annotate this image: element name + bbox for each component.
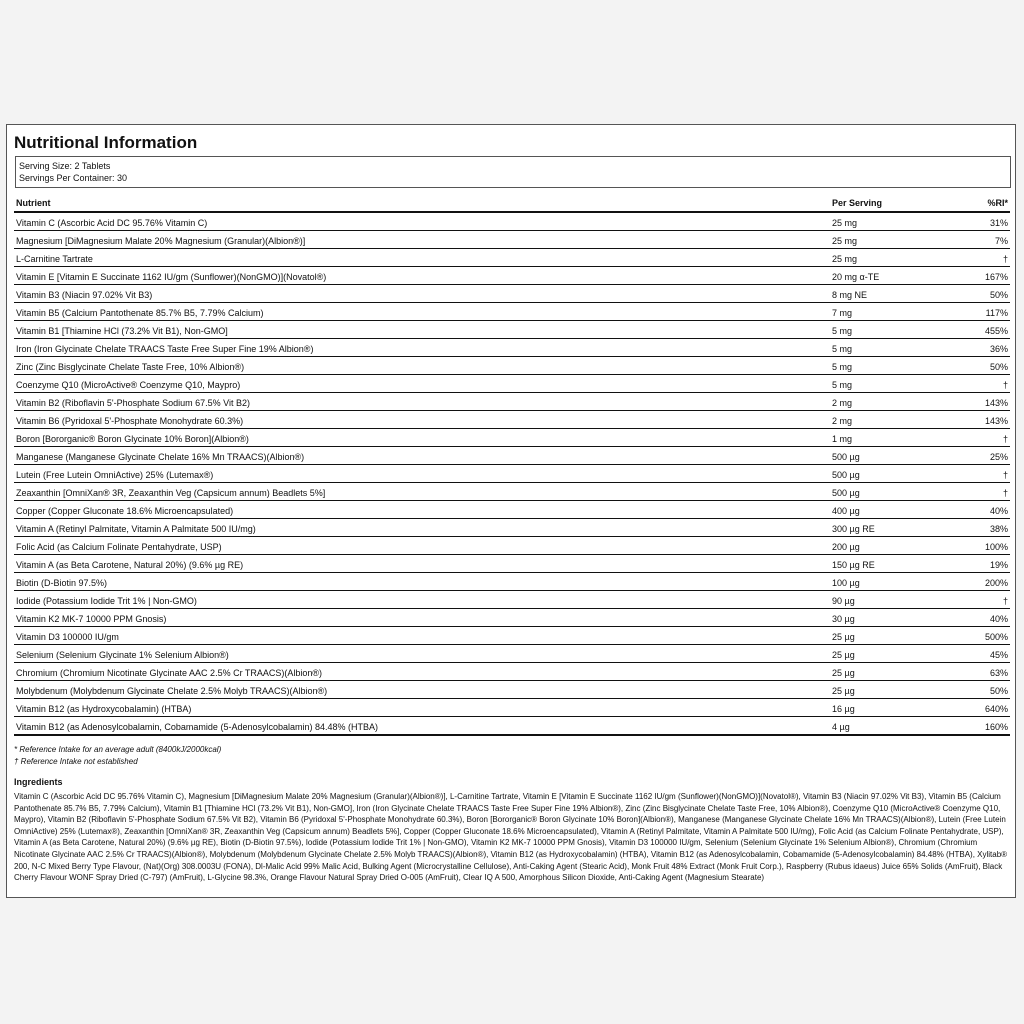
per-serving-value: 25 mg	[832, 218, 858, 228]
table-row	[14, 411, 1010, 429]
nutrient-name: Vitamin B12 (as Adenosylcobalamin, Cobamamide (5-Adenosylcobalamin) 84.48% (HTBA)	[16, 722, 379, 732]
ri-value: 143%	[984, 398, 1008, 408]
per-serving-value: 1 mg	[832, 434, 853, 444]
table-row	[14, 483, 1010, 501]
per-serving-value: 8 mg NE	[832, 290, 868, 300]
nutrient-name: Vitamin K2 MK-7 10000 PPM Gnosis)	[16, 614, 167, 624]
ri-value: 63%	[989, 668, 1008, 678]
table-row	[14, 249, 1010, 267]
per-serving-value: 500 µg	[832, 452, 860, 462]
table-row	[14, 303, 1010, 321]
table-row	[14, 213, 1010, 231]
per-serving-value: 30 µg	[832, 614, 855, 624]
ri-value: 143%	[984, 416, 1008, 426]
per-serving-value: 5 mg	[832, 362, 853, 372]
ri-value: 45%	[989, 650, 1008, 660]
table-row	[14, 519, 1010, 537]
footnote-dagger: † Reference Intake not established	[14, 757, 138, 766]
table-row	[14, 645, 1010, 663]
header-nutrient: Nutrient	[16, 198, 51, 208]
per-serving-value: 4 µg	[832, 722, 850, 732]
ri-value: 36%	[989, 344, 1008, 354]
per-serving-value: 16 µg	[832, 704, 855, 714]
nutrient-name: Biotin (D-Biotin 97.5%)	[16, 578, 108, 588]
nutrient-name: Vitamin C (Ascorbic Acid DC 95.76% Vitamin C)	[16, 218, 208, 228]
per-serving-value: 200 µg	[832, 542, 860, 552]
ri-value: †	[1002, 380, 1008, 390]
nutrient-name: Vitamin B3 (Niacin 97.02% Vit B3)	[16, 290, 153, 300]
nutrient-name: Vitamin A (Retinyl Palmitate, Vitamin A Palmitate 500 IU/mg)	[16, 524, 256, 534]
ri-value: †	[1002, 596, 1008, 606]
nutrient-name: Vitamin B1 [Thiamine HCl (73.2% Vit B1), Non-GMO]	[16, 326, 228, 336]
table-row	[14, 465, 1010, 483]
per-serving-value: 500 µg	[832, 470, 860, 480]
table-row	[14, 573, 1010, 591]
ri-value: †	[1002, 488, 1008, 498]
per-serving-value: 5 mg	[832, 326, 853, 336]
ingredients-text: Vitamin C (Ascorbic Acid DC 95.76% Vitamin C), Magnesium [DiMagnesium Malate 20% Magnesium (Granular)(Albion®)], L-Carnitine Tartrate, Vitamin E [Vitamin E Succinate 1162 IU/gm (Sunflower)(NonGMO)](Novatol®), Vitamin B3 (Niacin 97.02% Vit B3), Vitamin B5 (Calcium Pantothenate 85.7% B5, 7.79% Calcium), Vitamin B1 [Thiamine HCl (73.2% Vit B1), Non-GMO], Iron (Iron Glycinate Chelate TRAACS Taste Free Super Fine 19% Albion®), Zinc (Zinc Bisglycinate Chelate Taste Free, 10% Albion®), Coenzyme Q10 (MicroActive® Coenzyme Q10, Maypro), Vitamin B2 (Riboflavin 5'-Phosphate Sodium 67.5% Vit B2), Vitamin B6 (Pyridoxal 5'-Phosphate Monohydrate 60.3%), Boron [Bororganic® Boron Glycinate 10% Boron](Albion®), Manganese (Manganese Glycinate Chelate 16% Mn TRAACS)(Albion®), Lutein (Free Lutein OmniActive) 25% (Lutemax®), Zeaxanthin [OmniXan® 3R, Zeaxanthin Veg (Capsicum annum) Beadlets 5%], Copper (Copper Gluconate 18.6% Microencapsulated), Vitamin A (Retinyl Palmitate, Vitamin A Palmitate 500 IU/mg), Folic Acid (as Calcium Folinate Pentahydrate, USP), Vitamin A (as Beta Carotene, Natural 20%) (9.6% µg RE), Biotin (D-Biotin 97.5%), Iodide (Potassium Iodide Trit 1% | Non-GMO), Vitamin K2 MK-7 10000 PPM Gnosis), Vitamin D3 100000 IU/gm, Selenium (Selenium Glycinate 1% Selenium Albion®), Chromium (Chromium Nicotinate Glycinate AAC 2.5% Cr TRAACS)(Albion®), Molybdenum (Molybdenum Glycinate Chelate 2.5% Molyb TRAACS)(Albion®), Vitamin B12 (as Hydroxycobalamin) (HTBA), Vitamin B12 (as Adenosylcobalamin, Cobamamide (5-Adenosylcobalamin) 84.48% (HTBA), Xylitab® 200, N-C Mixed Berry Type Flavour, (Nat)(Org) 308.0003U (FONA), Dl-Malic Acid 99% Malic Acid, Bulking Agent (Microcrystalline Cellulose), Anti-Caking Agent (Stearic Acid), Monk Fruit 48% Extract (Monk Fruit Corp.), Raspberry (Rubus idaeus) Juice 65% Solids (AmFruit), Black Cherry Flavour WONF Spray Dried (C-797) (AmFruit), L-Glycine 98.3%, Orange Flavour Natural Spray Dried O-005 (AmFruit), Clear IQ A 500, Amorphous Silicon Dioxide, Anti-Caking Agent (Magnesium Stearate)	[14, 792, 1008, 883]
table-row	[14, 429, 1010, 447]
table-row	[14, 591, 1010, 609]
header-ri: %RI*	[987, 198, 1008, 208]
table-row	[14, 627, 1010, 645]
ri-value: †	[1002, 470, 1008, 480]
ri-value: 25%	[989, 452, 1008, 462]
page-title: Nutritional Information	[14, 133, 198, 152]
ri-value: 50%	[989, 686, 1008, 696]
ri-value: 117%	[985, 308, 1008, 318]
nutrient-name: Molybdenum (Molybdenum Glycinate Chelate 2.5% Molyb TRAACS)(Albion®)	[16, 686, 328, 696]
per-serving-value: 400 µg	[832, 506, 860, 516]
table-row	[14, 231, 1010, 249]
ri-value: 31%	[989, 218, 1008, 228]
nutrient-name: Vitamin E [Vitamin E Succinate 1162 IU/gm (Sunflower)(NonGMO)](Novatol®)	[16, 272, 327, 282]
table-row	[14, 663, 1010, 681]
per-serving-value: 500 µg	[832, 488, 860, 498]
nutrient-name: Vitamin B5 (Calcium Pantothenate 85.7% B5, 7.79% Calcium)	[16, 308, 264, 318]
ri-value: 19%	[989, 560, 1008, 570]
nutrient-name: Selenium (Selenium Glycinate 1% Selenium Albion®)	[16, 650, 229, 660]
serving-info-box	[15, 156, 1011, 188]
per-serving-value: 5 mg	[832, 344, 853, 354]
nutrient-name: Manganese (Manganese Glycinate Chelate 16% Mn TRAACS)(Albion®)	[16, 452, 305, 462]
nutrition-panel	[6, 124, 1016, 898]
nutrient-name: L-Carnitine Tartrate	[16, 254, 93, 264]
ri-value: 50%	[989, 290, 1008, 300]
nutrient-name: Vitamin B6 (Pyridoxal 5'-Phosphate Monohydrate 60.3%)	[16, 416, 244, 426]
table-row	[14, 267, 1010, 285]
table-row	[14, 501, 1010, 519]
ri-value: 160%	[984, 722, 1008, 732]
ri-value: †	[1002, 434, 1008, 444]
ri-value: 38%	[989, 524, 1008, 534]
ri-value: 40%	[989, 506, 1008, 516]
table-row	[14, 717, 1010, 736]
per-serving-value: 25 µg	[832, 632, 855, 642]
nutrient-name: Coenzyme Q10 (MicroActive® Coenzyme Q10, Maypro)	[16, 380, 241, 390]
nutrient-name: Copper (Copper Gluconate 18.6% Microencapsulated)	[16, 506, 234, 516]
per-serving-value: 7 mg	[832, 308, 853, 318]
per-serving-value: 20 mg α-TE	[832, 272, 880, 282]
per-serving-value: 25 µg	[832, 686, 855, 696]
ingredients-title: Ingredients	[14, 777, 63, 787]
ri-value: 50%	[989, 362, 1008, 372]
nutrient-name: Iron (Iron Glycinate Chelate TRAACS Taste Free Super Fine 19% Albion®)	[16, 344, 314, 354]
table-row	[14, 339, 1010, 357]
table-row	[14, 609, 1010, 627]
table-row	[14, 555, 1010, 573]
per-serving-value: 2 mg	[832, 416, 853, 426]
ri-value: 100%	[984, 542, 1008, 552]
nutrient-name: Lutein (Free Lutein OmniActive) 25% (Lutemax®)	[16, 470, 214, 480]
ri-value: †	[1002, 254, 1008, 264]
nutrient-name: Vitamin A (as Beta Carotene, Natural 20%) (9.6% µg RE)	[16, 560, 244, 570]
table-row	[14, 699, 1010, 717]
serving-size: Serving Size: 2 Tablets	[19, 161, 111, 171]
per-serving-value: 25 µg	[832, 668, 855, 678]
nutrient-name: Folic Acid (as Calcium Folinate Pentahydrate, USP)	[16, 542, 222, 552]
nutrient-table	[14, 195, 1010, 736]
ri-value: 40%	[989, 614, 1008, 624]
table-row	[14, 357, 1010, 375]
nutrient-name: Boron [Bororganic® Boron Glycinate 10% Boron](Albion®)	[16, 434, 249, 444]
nutrient-name: Zeaxanthin [OmniXan® 3R, Zeaxanthin Veg (Capsicum annum) Beadlets 5%]	[16, 488, 326, 498]
per-serving-value: 2 mg	[832, 398, 853, 408]
ri-value: 455%	[984, 326, 1008, 336]
per-serving-value: 25 µg	[832, 650, 855, 660]
table-row	[14, 447, 1010, 465]
table-body	[14, 213, 1010, 736]
nutrient-name: Magnesium [DiMagnesium Malate 20% Magnesium (Granular)(Albion®)]	[16, 236, 306, 246]
table-row	[14, 285, 1010, 303]
per-serving-value: 100 µg	[832, 578, 860, 588]
ri-value: 7%	[994, 236, 1008, 246]
table-row	[14, 681, 1010, 699]
servings-per-container: Servings Per Container: 30	[19, 173, 128, 183]
table-row	[14, 321, 1010, 339]
table-row	[14, 537, 1010, 555]
per-serving-value: 90 µg	[832, 596, 855, 606]
nutrient-name: Chromium (Chromium Nicotinate Glycinate AAC 2.5% Cr TRAACS)(Albion®)	[16, 668, 323, 678]
ri-value: 500%	[984, 632, 1008, 642]
footnote-ri: * Reference Intake for an average adult (8400kJ/2000kcal)	[14, 745, 222, 754]
ri-value: 200%	[984, 578, 1008, 588]
nutrient-name: Zinc (Zinc Bisglycinate Chelate Taste Free, 10% Albion®)	[16, 362, 245, 372]
nutrient-name: Vitamin D3 100000 IU/gm	[16, 632, 119, 642]
nutrient-name: Vitamin B12 (as Hydroxycobalamin) (HTBA)	[16, 704, 192, 714]
table-row	[14, 393, 1010, 411]
per-serving-value: 5 mg	[832, 380, 853, 390]
header-per-serving: Per Serving	[832, 198, 883, 208]
per-serving-value: 150 µg RE	[832, 560, 875, 570]
nutrient-name: Vitamin B2 (Riboflavin 5'-Phosphate Sodium 67.5% Vit B2)	[16, 398, 251, 408]
per-serving-value: 25 mg	[832, 236, 858, 246]
table-row	[14, 375, 1010, 393]
ri-value: 167%	[984, 272, 1008, 282]
ri-value: 640%	[984, 704, 1008, 714]
per-serving-value: 300 µg RE	[832, 524, 875, 534]
table-header	[14, 195, 1010, 213]
nutrient-name: Iodide (Potassium Iodide Trit 1% | Non-GMO)	[16, 596, 197, 606]
per-serving-value: 25 mg	[832, 254, 858, 264]
